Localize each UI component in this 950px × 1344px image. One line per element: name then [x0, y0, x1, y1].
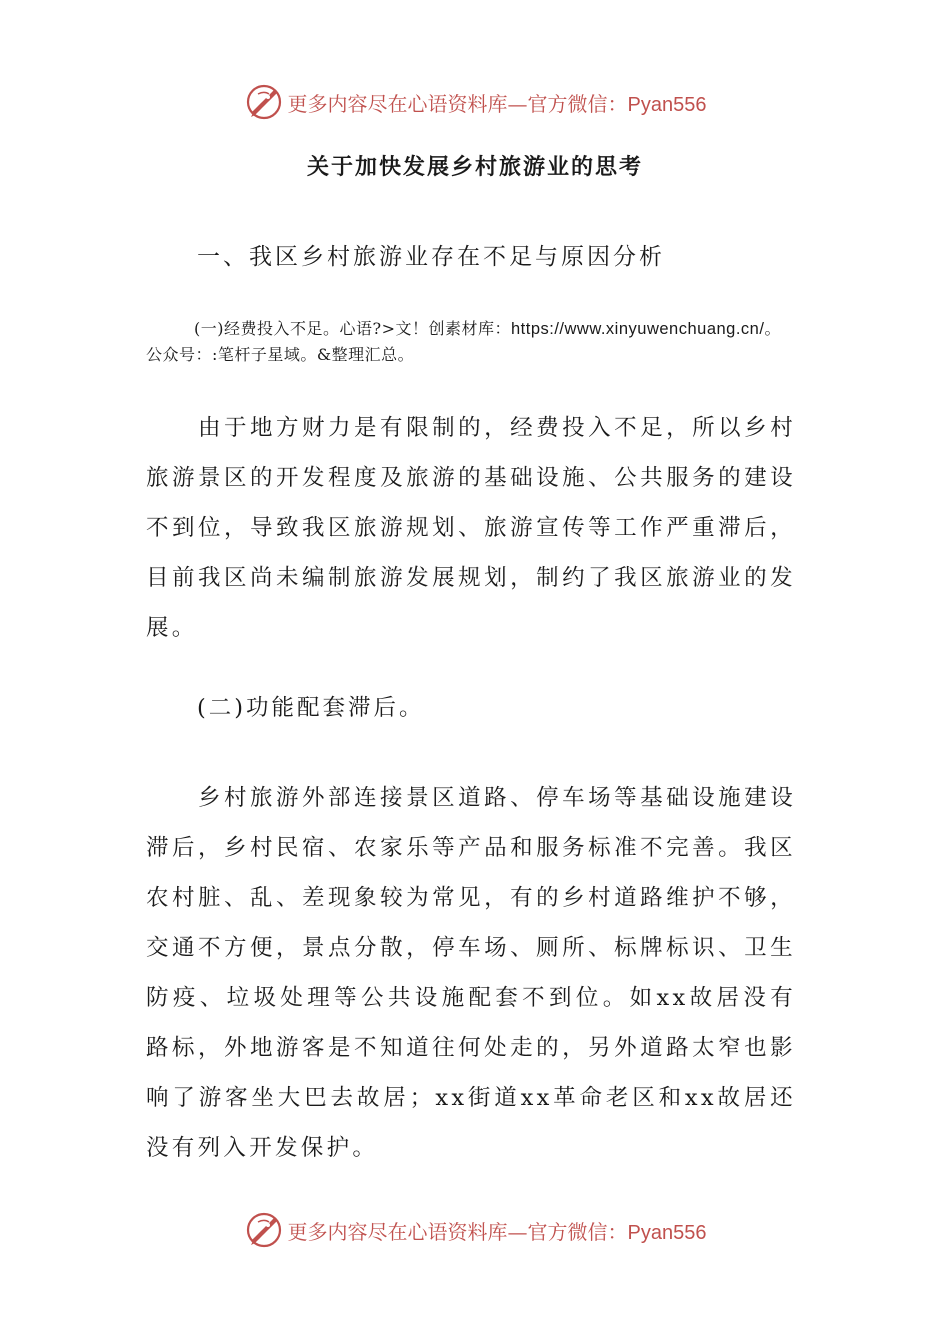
banner-wechat-id: Pyan556 — [627, 1221, 707, 1244]
banner-text — [288, 88, 707, 117]
subsection-1-paragraph — [146, 316, 796, 368]
subsection-1-tail: 。公众号：:笔杆子星域。&整理汇总。 — [146, 319, 781, 364]
source-url-link[interactable]: https://www.xinyuwenchuang.cn/ — [510, 320, 765, 338]
subsection-1-lead: (一)经费投入不足。心语?>文！创素材库： — [194, 319, 511, 338]
banner-slogan: 更多内容尽在心语资料库—官方微信： — [287, 91, 628, 116]
banner-text — [288, 1216, 707, 1245]
document-title: 关于加快发展乡村旅游业的思考 — [306, 154, 643, 180]
paragraph-funding: 由于地方财力是有限制的，经费投入不足，所以乡村旅游景区的开发程度及旅游的基础设施、公共服务的建设不到位，导致我区旅游规划、旅游宣传等工作严重滞后，目前我区尚未编制旅游发展规划，制约了我区旅游业的发展。 — [146, 415, 796, 641]
subsection-heading-2: (二)功能配套滞后。 — [197, 695, 425, 721]
header-banner — [0, 80, 950, 124]
pen-nib-logo-icon — [244, 82, 284, 122]
paragraph-facilities: 乡村旅游外部连接景区道路、停车场等基础设施建设滞后，乡村民宿、农家乐等产品和服务标准不完善。我区农村脏、乱、差现象较为常见，有的乡村道路维护不够，交通不方便，景点分散，停车场、厕所、标牌标识、卫生防疫、垃圾处理等公共设施配套不到位。如xx故居没有路标，外地游客是不知道往何处走的，另外道路太窄也影响了游客坐大巴去故居；xx街道xx革命老区和xx故居还没有列入开发保护。 — [146, 785, 796, 1161]
section-heading-1: 一、我区乡村旅游业存在不足与原因分析 — [197, 244, 665, 270]
footer-banner — [0, 1208, 950, 1252]
banner-wechat-id: Pyan556 — [627, 93, 707, 116]
banner-slogan: 更多内容尽在心语资料库—官方微信： — [287, 1219, 628, 1244]
pen-nib-logo-icon — [244, 1210, 284, 1250]
